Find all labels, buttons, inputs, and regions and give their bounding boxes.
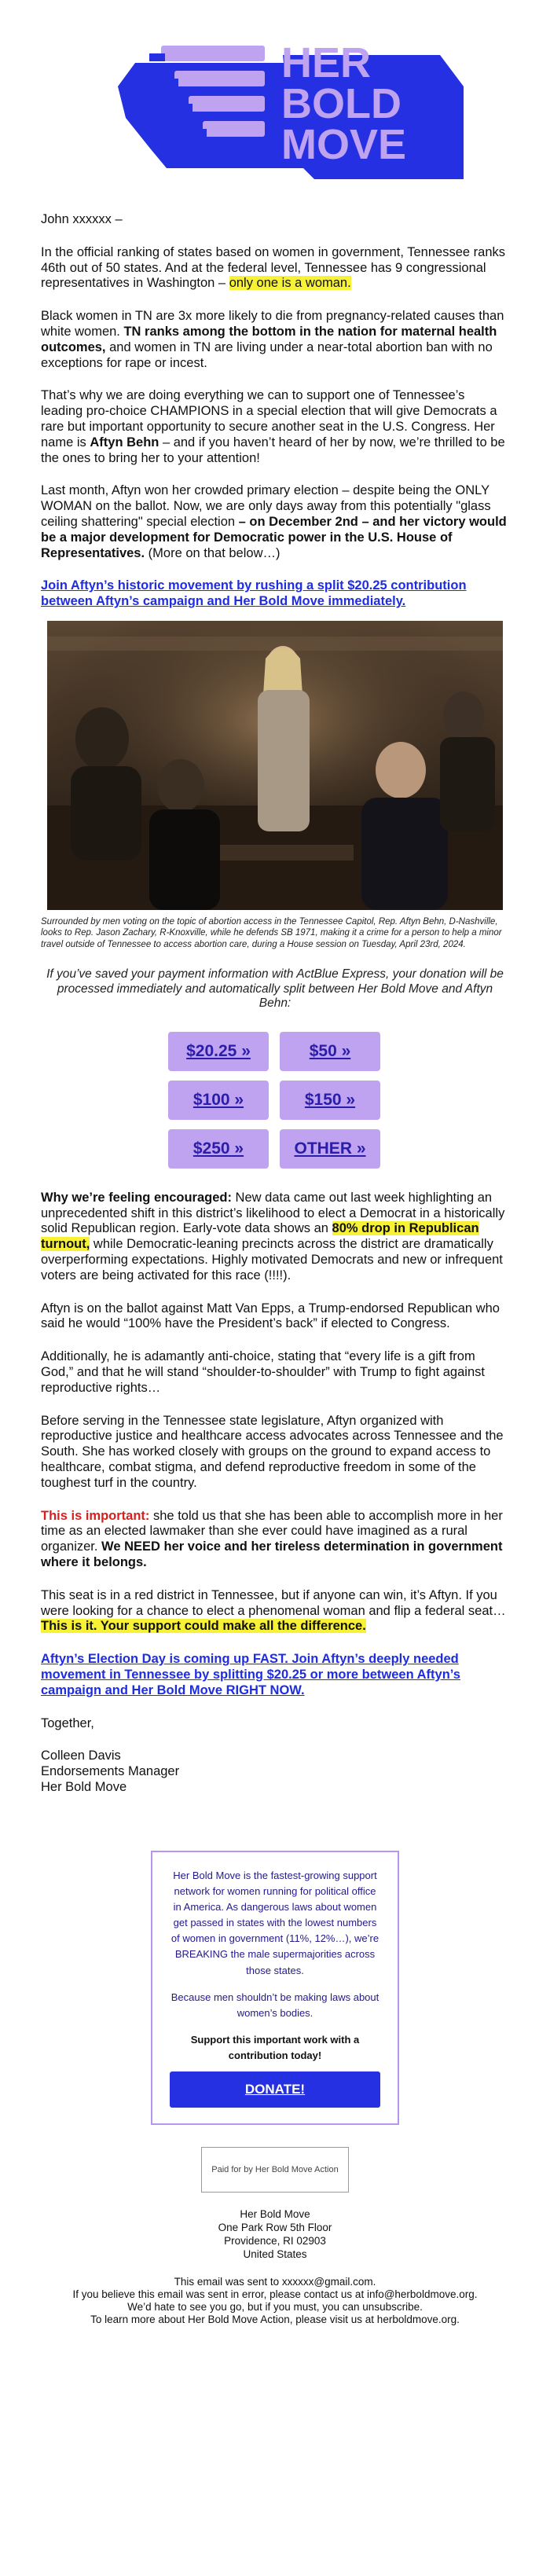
footer-because-text: Because men shouldn’t be making laws about women’s bodies.: [170, 1991, 380, 2019]
donate-button[interactable]: DONATE!: [170, 2071, 380, 2108]
paragraph-encouraged: Why we’re feeling encouraged: New data came out last week highlighting an unprecedented shift in this district’s likelihood to elect a Democrat in a historically solid Republican region. Early-vote data shows an 80% drop in Republican turnout, while Democratic-leaning precincts across the district are dramatically overperforming expectations. Highly motivated Democrats and new or infrequent voters are being activated for this race (!!!!).: [41, 1190, 505, 1282]
greeting: John xxxxxx –: [41, 212, 123, 226]
logo-graphic: [0, 0, 550, 189]
footer-about-box: [151, 1851, 399, 2126]
paragraph-primary: Last month, Aftyn won her crowded primary election – despite being the ONLY WOMAN on the ballot. Now, we are only days away from this potentially "glass ceiling shattering" special election – on December 2nd – and her victory would be a major development for Democratic power in the U.S. House of Representatives. (More on that below…): [41, 483, 507, 560]
signoff-org: Her Bold Move: [41, 1779, 127, 1794]
paid-for-box: Paid for by Her Bold Move Action: [201, 2147, 349, 2193]
logo-text-her: HER: [281, 39, 372, 86]
donate-link-secondary[interactable]: Aftyn’s Election Day is coming up FAST. Join Aftyn’s deeply needed movement in Tennessee by splitting $20.25 or more between Aftyn’s campaign and Her Bold Move RIGHT NOW.: [41, 1652, 460, 1697]
paragraph-red-district: This seat is in a red district in Tennessee, but if anyone can win, it’s Aftyn. If you were looking for a chance to elect a phenomenal woman and flip a federal seat… This is it. Your support could make all the difference.: [41, 1587, 506, 1634]
photo-caption: Surrounded by men voting on the topic of abortion access in the Tennessee Capitol, Rep. Aftyn Behn, D-Nashville, looks to Rep. Jason Zachary, R-Knoxville, while he defends SB 1971, making it a crime for a person to help a minor travel outside of Tennessee to access abortion care, during a House session on Tuesday, April 23rd, 2024.: [41, 916, 502, 949]
signoff-title: Endorsements Manager: [41, 1764, 180, 1779]
logo-text-move: MOVE: [281, 121, 407, 168]
donation-button-grid: [168, 1032, 382, 1169]
mailing-address: Her Bold Move One Park Row 5th Floor Providence, RI 02903 United States: [218, 2208, 332, 2260]
highlight-turnout: 80% drop in Republican turnout,: [41, 1221, 479, 1252]
email-body: [0, 212, 550, 1796]
highlight-one-woman: only one is a woman.: [229, 276, 351, 291]
signoff-name: Colleen Davis: [41, 1749, 121, 1763]
donate-20-button[interactable]: $20.25 »: [168, 1032, 269, 1071]
paragraph-opponent: Aftyn is on the ballot against Matt Van Epps, a Trump-endorsed Republican who said he would “100% have the President’s back” if elected to Congress.: [41, 1301, 500, 1331]
donate-100-button[interactable]: $100 »: [168, 1081, 269, 1120]
donate-link-primary[interactable]: Join Aftyn’s historic movement by rushing a split $20.25 contribution between Aftyn’s campaign and Her Bold Move immediately.: [41, 578, 467, 609]
donate-150-button[interactable]: $150 »: [280, 1081, 380, 1120]
paragraph-anti-choice: Additionally, he is adamantly anti-choice, stating that “every life is a gift from God,” and that he will stand “shoulder-to-shoulder” with Trump to fight against reproductive rights…: [41, 1349, 485, 1395]
donate-50-button[interactable]: $50 »: [280, 1032, 380, 1071]
paragraph-important: This is important: she told us that she has been able to accomplish more in her time as an elected lawmaker than she ever could have imagined as a rural organizer. We NEED her voice and her tireless determination in government where it belongs.: [41, 1508, 503, 1569]
signoff-together: Together,: [41, 1715, 94, 1730]
paragraph-background: Before serving in the Tennessee state legislature, Aftyn organized with reproductive justice and healthcare access advocates across Tennessee and the South. She has worked closely with groups on the ground to expand access to healthcare, combat stigma, and defend reproductive freedom in some of the toughest turf in the country.: [41, 1413, 504, 1490]
important-label: This is important:: [41, 1508, 150, 1523]
photo-illustration: [47, 621, 503, 910]
sent-to-text: This email was sent to xxxxxx@gmail.com.: [174, 2275, 376, 2288]
learn-more-text[interactable]: To learn more about Her Bold Move Action, please visit us at herboldmove.org.: [90, 2314, 460, 2326]
footer-support-text: Support this important work with a contribution today!: [190, 2034, 360, 2062]
donate-250-button[interactable]: $250 »: [168, 1129, 269, 1169]
logo-text-bold: BOLD: [281, 80, 402, 127]
paragraph-maternal-health: Black women in TN are 3x more likely to die from pregnancy-related causes than white women. TN ranks among the bottom in the nation for maternal health outcomes, and women in TN are living under a near-total abortion ban with no exceptions for rape or incest.: [41, 309, 504, 370]
her-bold-move-logo: [0, 0, 550, 189]
unsubscribe-text[interactable]: We’d hate to see you go, but if you must, you can unsubscribe.: [127, 2301, 423, 2314]
paragraph-ranking: In the official ranking of states based on women in government, Tennessee ranks 46th out of 50 states. And at the federal level, Tennessee has 9 congressional representatives in Washington – only one is a woman.: [41, 244, 505, 291]
legal-footer: [0, 2276, 550, 2335]
contact-text[interactable]: If you believe this email was sent in error, please contact us at info@herboldmove.org.: [72, 2288, 478, 2300]
highlight-this-is-it: This is it. Your support could make all the difference.: [41, 1619, 366, 1634]
donate-other-button[interactable]: OTHER »: [280, 1129, 380, 1169]
actblue-note: If you’ve saved your payment information with ActBlue Express, your donation will be processed immediately and automatically split between Her Bold Move and Aftyn Behn:: [46, 967, 504, 1011]
capitol-photo: [47, 621, 503, 910]
footer-about-text: Her Bold Move is the fastest-growing support network for women running for political office in America. As dangerous laws about women get passed in states with the lowest numbers of women in government (11%, 12%…), we’re BREAKING the male supermajorities across those states.: [170, 1869, 380, 1976]
paragraph-champion: That’s why we are doing everything we can to support one of Tennessee’s leading pro-choice CHAMPIONS in a special election that will give Democrats a rare but important opportunity to secure another seat in the U.S. Congress. Her name is Aftyn Behn – and if you haven’t heard of her by now, we’re thrilled to be the ones to bring her to your attention!: [41, 388, 505, 465]
